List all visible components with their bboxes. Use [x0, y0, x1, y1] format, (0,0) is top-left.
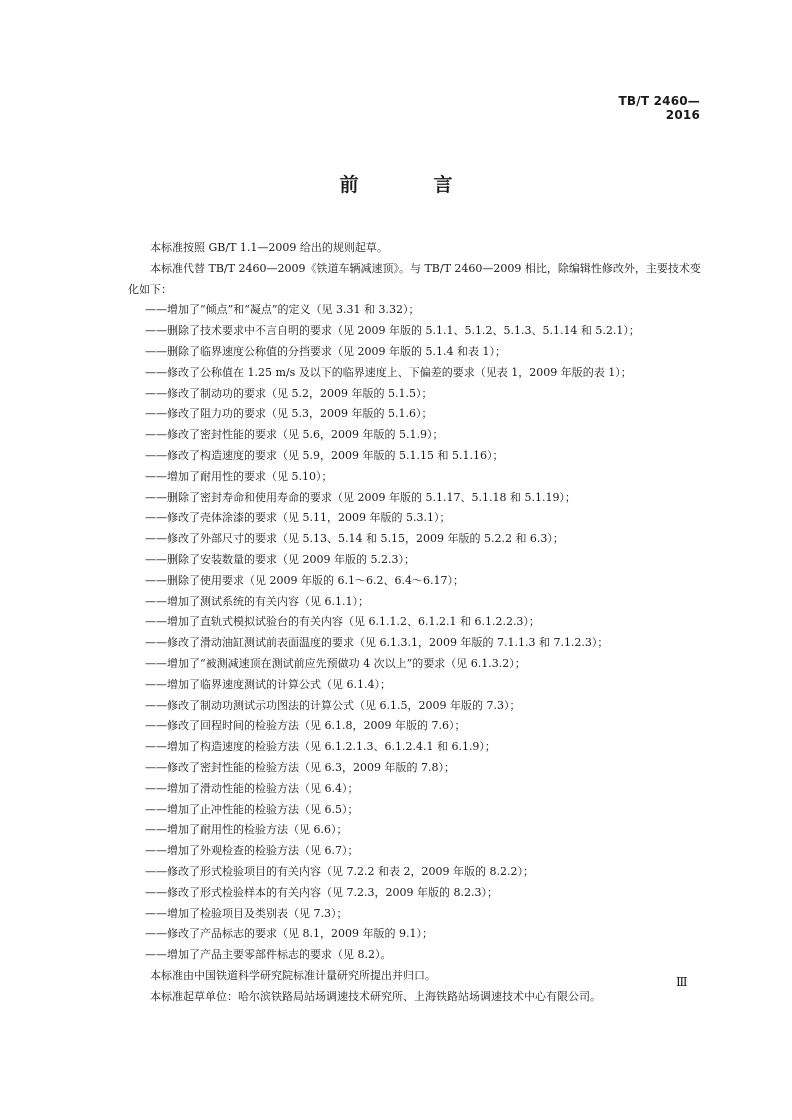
change-item: ——删除了安装数量的要求（见 2009 年版的 5.2.3）； — [145, 552, 415, 566]
change-item: ——修改了制动功的要求（见 5.2，2009 年版的 5.1.5）； — [145, 386, 433, 400]
page-title: 前 言 — [339, 174, 481, 196]
change-item: ——修改了滑动油缸测试前表面温度的要求（见 6.1.3.1，2009 年版的 7.1.1.3 和 7.1.2.3）； — [145, 636, 609, 650]
change-item: ——修改了产品标志的要求（见 8.1，2009 年版的 9.1）； — [145, 927, 433, 941]
replacement-paragraph: 本标准代替 TB/T 2460—2009《铁道车辆减速顶》。与 TB/T 2460—2009 相比，除编辑性修改外，主要技术变化如下： — [128, 261, 701, 296]
proposer-paragraph: 本标准由中国铁道科学研究院标准计量研究所提出并归口。 — [150, 968, 436, 982]
change-item: ——修改了壳体涂漆的要求（见 5.11，2009 年版的 5.3.1）； — [145, 511, 451, 525]
change-item: ——增加了检验项目及类别表（见 7.3）； — [145, 906, 348, 920]
change-item: ——删除了技术要求中不言自明的要求（见 2009 年版的 5.1.1、5.1.2、5.1.3、5.1.14 和 5.2.1）； — [145, 324, 640, 338]
change-item: ——增加了临界速度测试的计算公式（见 6.1.4）； — [145, 677, 391, 691]
change-item: ——修改了外部尺寸的要求（见 5.13、5.14 和 5.15，2009 年版的 5.2.2 和 6.3）； — [145, 532, 564, 546]
change-item: ——增加了产品主要零部件标志的要求（见 8.2）。 — [145, 948, 392, 962]
change-item: ——删除了临界速度公称值的分挡要求（见 2009 年版的 5.1.4 和表 1）； — [145, 344, 506, 358]
standard-code: TB/T 2460—2016 — [618, 94, 700, 122]
change-item: ——删除了密封寿命和使用寿命的要求（见 2009 年版的 5.1.17、5.1.18 和 5.1.19）； — [145, 490, 576, 504]
drafting-units-paragraph: 本标准起草单位：哈尔滨铁路局站场调速技术研究所、上海铁路站场调速技术中心有限公司。 — [150, 989, 601, 1003]
change-item: ——修改了密封性能的检验方法（见 6.3，2009 年版的 7.8）； — [145, 760, 455, 774]
change-item: ——增加了滑动性能的检验方法（见 6.4）； — [145, 781, 359, 795]
change-item: ——增加了“被测减速顶在测试前应先预做功 4 次以上”的要求（见 6.1.3.2）； — [145, 656, 526, 670]
change-item: ——修改了形式检验项目的有关内容（见 7.2.2 和表 2，2009 年版的 8.2.2）； — [145, 864, 534, 878]
page-number: Ⅲ — [676, 975, 688, 989]
change-item: ——修改了构造速度的要求（见 5.9，2009 年版的 5.1.15 和 5.1.16）； — [145, 448, 504, 462]
change-item: ——增加了构造速度的检验方法（见 6.1.2.1.3、6.1.2.4.1 和 6.1.9）； — [145, 740, 496, 754]
changes-list — [128, 300, 708, 966]
change-item: ——删除了使用要求（见 2009 年版的 6.1～6.2、6.4～6.17）； — [145, 573, 464, 587]
change-item: ——增加了直轨式模拟试验台的有关内容（见 6.1.1.2、6.1.2.1 和 6.1.2.2.3）； — [145, 615, 540, 629]
change-item: ——修改了形式检验样本的有关内容（见 7.2.3，2009 年版的 8.2.3）； — [145, 885, 498, 899]
change-item: ——修改了密封性能的要求（见 5.6，2009 年版的 5.1.9）； — [145, 428, 444, 442]
change-item: ——增加了测试系统的有关内容（见 6.1.1）； — [145, 594, 369, 608]
change-item: ——增加了耐用性的检验方法（见 6.6）； — [145, 823, 348, 837]
change-item: ——增加了“倾点”和“凝点”的定义（见 3.31 和 3.32）； — [145, 303, 420, 317]
change-item: ——修改了回程时间的检验方法（见 6.1.8，2009 年版的 7.6）； — [145, 719, 466, 733]
change-item: ——增加了外观检查的检验方法（见 6.7）； — [145, 844, 359, 858]
change-item: ——增加了耐用性的要求（见 5.10）； — [145, 469, 333, 483]
change-item: ——修改了阻力功的要求（见 5.3，2009 年版的 5.1.6）； — [145, 407, 433, 421]
change-item: ——修改了制动功测试示功图法的计算公式（见 6.1.5，2009 年版的 7.3）； — [145, 698, 521, 712]
change-item: ——修改了公称值在 1.25 m/s 及以下的临界速度上、下偏差的要求（见表 1，2009 年版的表 1）； — [145, 365, 632, 379]
change-item: ——增加了止冲性能的检验方法（见 6.5）； — [145, 802, 359, 816]
drafting-rules-paragraph: 本标准按照 GB/T 1.1—2009 给出的规则起草。 — [150, 241, 388, 254]
document-body — [128, 238, 708, 1007]
